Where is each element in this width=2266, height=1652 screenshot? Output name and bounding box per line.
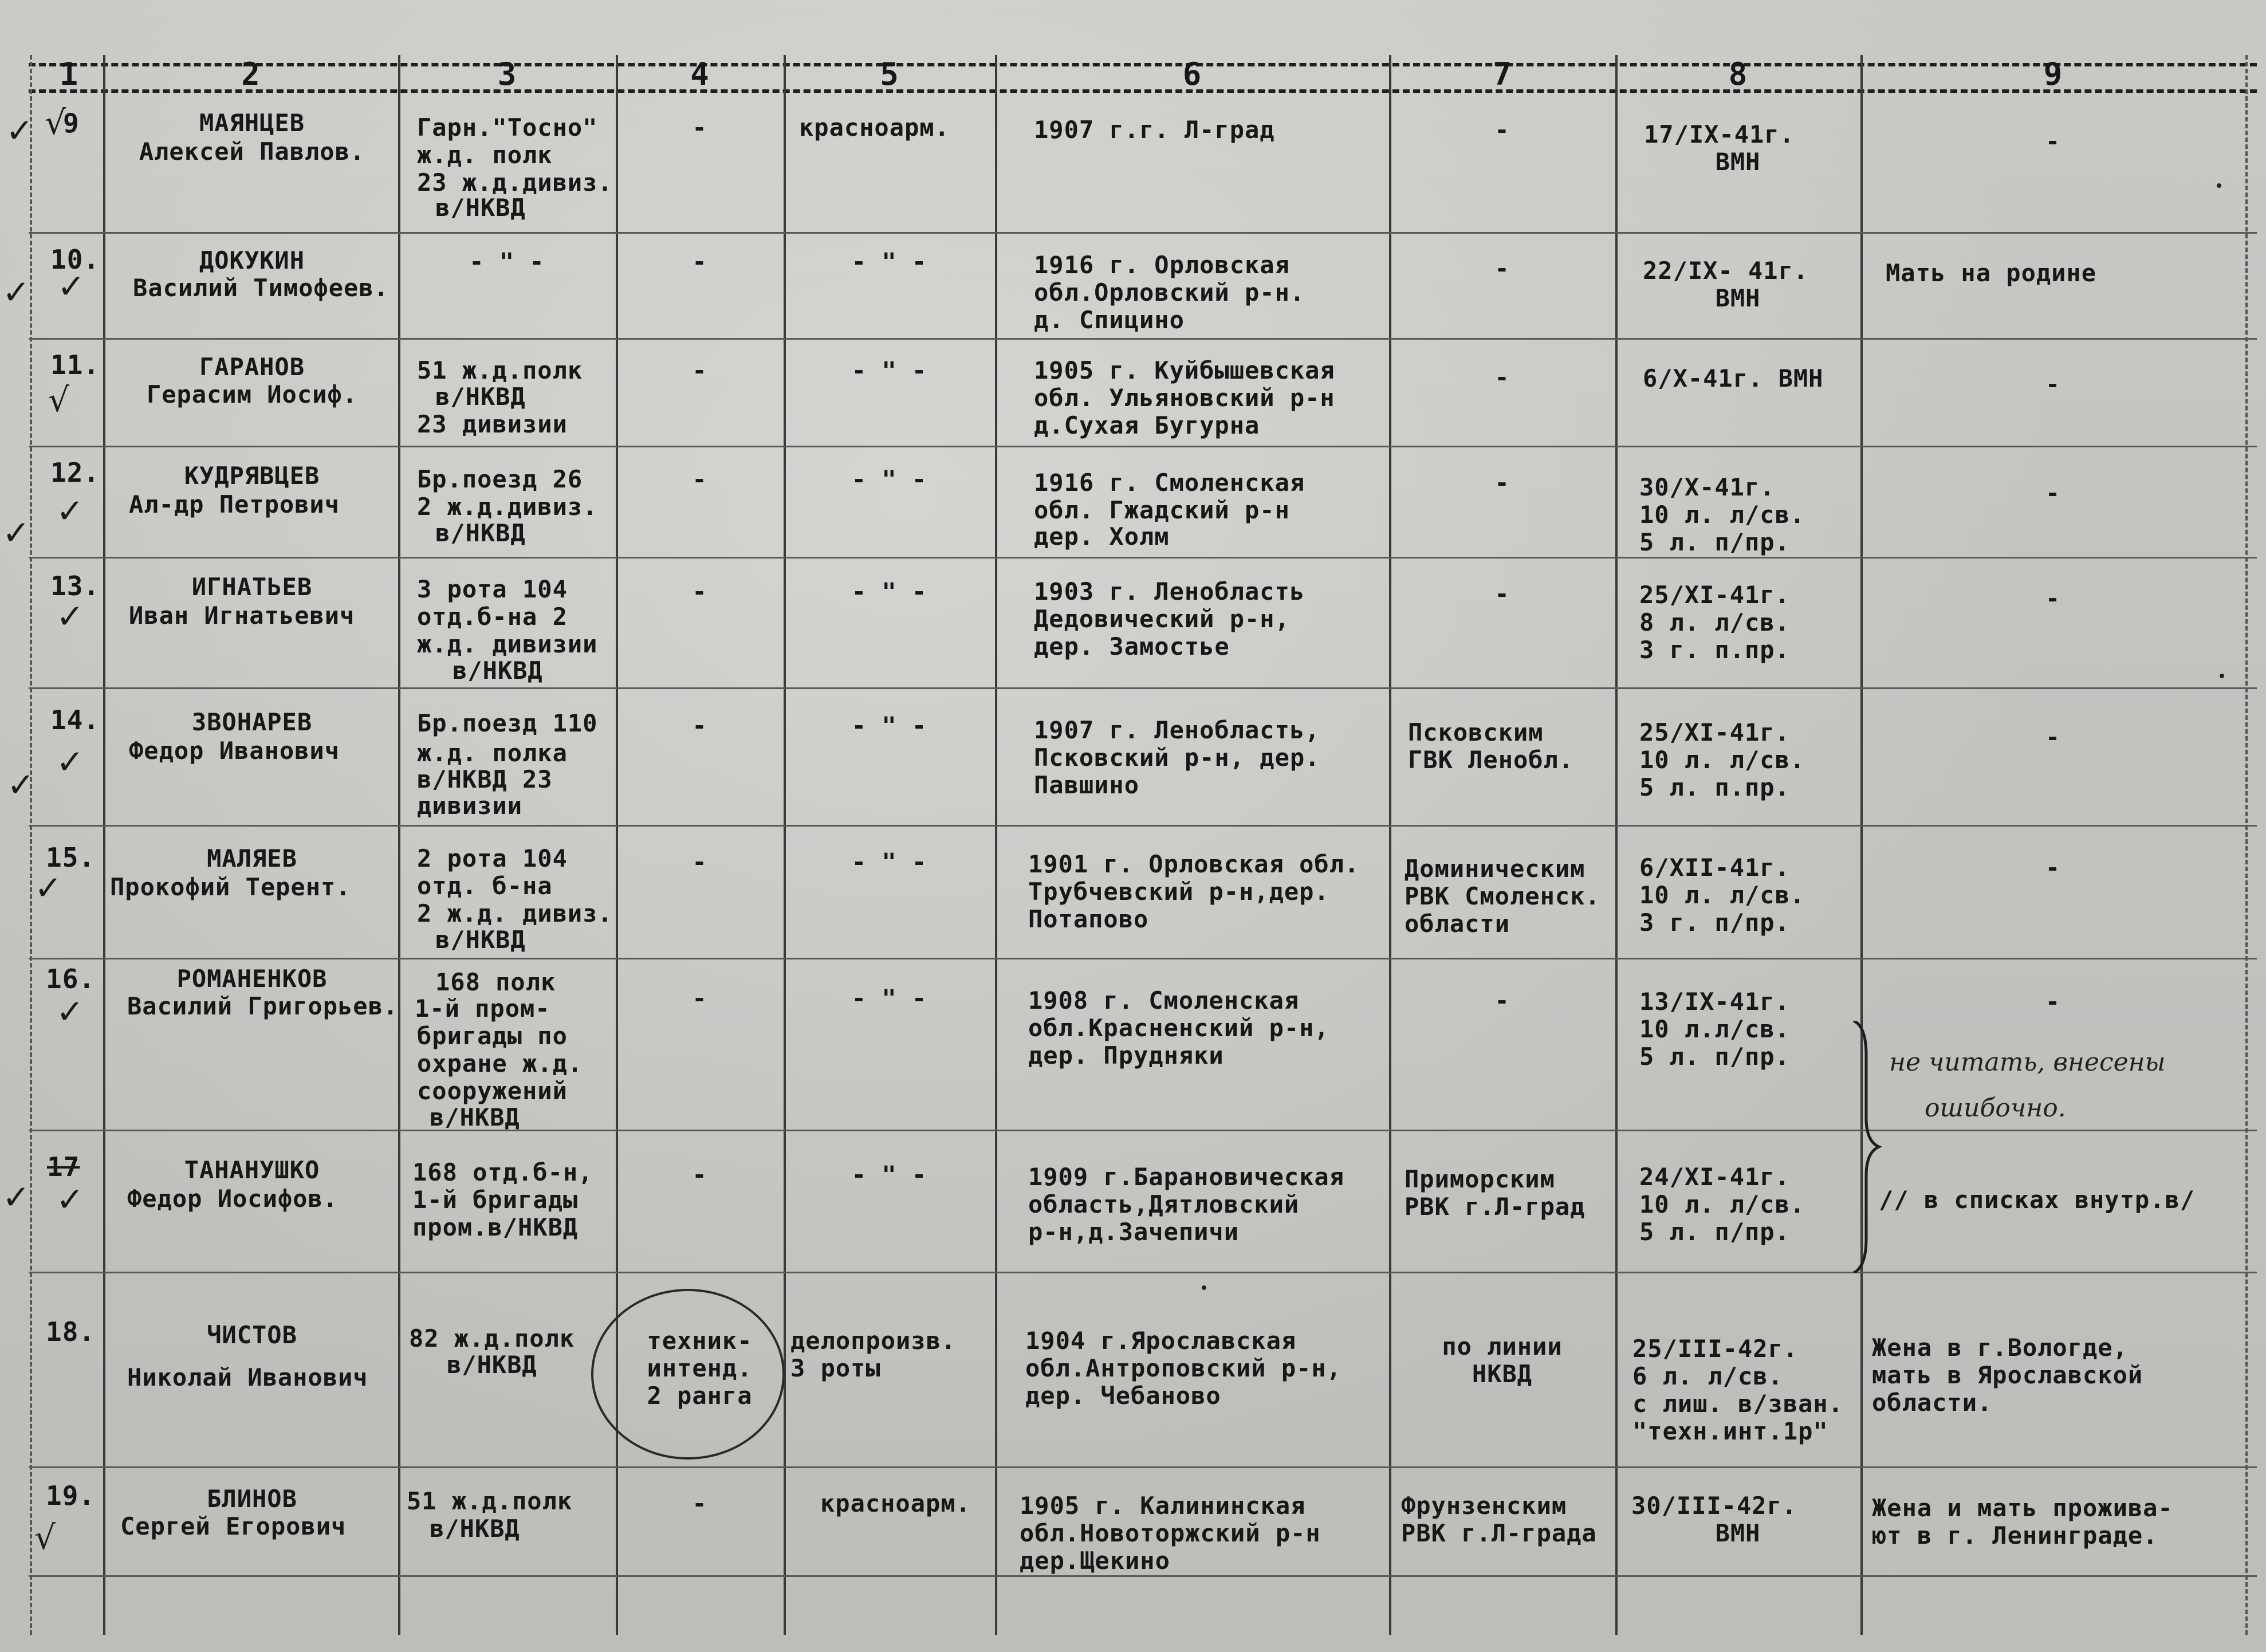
col-header-8: 8 — [1728, 56, 1748, 92]
unit-line: ж.д. дивизии — [417, 630, 598, 658]
col-header-1: 1 — [59, 56, 78, 92]
unit-line: пром.в/НКВД — [412, 1213, 579, 1241]
check-mark-icon: ✓ — [56, 1180, 84, 1219]
unit-line: Бр.поезд 110 — [417, 709, 598, 737]
check-mark-icon: √ — [34, 1518, 56, 1557]
notes: мать в Ярославской — [1872, 1361, 2143, 1389]
row-number: 19. — [46, 1480, 96, 1511]
unit-line: 168 отд.б-н, — [412, 1158, 593, 1186]
row-rule — [29, 825, 2257, 827]
rank-circle-mark — [591, 1289, 785, 1460]
unit-line: 51 ж.д.полк — [417, 356, 583, 384]
person-surname: ЗВОНАРЕВ — [191, 708, 313, 736]
sentence-line: 10 л.л/св. — [1639, 1015, 1790, 1043]
sentence-line: 5 л. п/пр. — [1639, 1043, 1790, 1071]
birth-line: Псковский р-н, дер. — [1034, 744, 1320, 772]
unit-line: - " - — [469, 247, 545, 276]
unit-line: бригады по — [417, 1022, 568, 1050]
unit-line: дивизии — [417, 792, 523, 820]
birth-line: 1916 г. Орловская — [1034, 251, 1290, 279]
row-rule — [29, 687, 2257, 689]
birth-line: Потапово — [1028, 905, 1149, 933]
drafted-by: Фрунзенским — [1401, 1492, 1567, 1520]
person-surname: РОМАНЕНКОВ — [176, 965, 328, 993]
position: - " - — [851, 356, 927, 384]
sentence-line: 3 г. п.пр. — [1639, 636, 1790, 664]
unit-line: 51 ж.д.полк — [407, 1487, 573, 1515]
drafted-by: Приморским — [1405, 1165, 1555, 1193]
birth-line: д. Спицино — [1034, 306, 1185, 334]
col-header-5: 5 — [880, 56, 899, 92]
col-line-9 — [2245, 55, 2248, 1635]
check-mark-icon: ✓ — [6, 111, 34, 150]
drafted-by: Доминическим — [1405, 855, 1586, 883]
notes: - — [2045, 853, 2061, 882]
birth-line: 1907 г.г. Л-град — [1034, 116, 1275, 144]
position: 3 роты — [790, 1354, 881, 1382]
row-number: 11. — [50, 349, 100, 380]
check-mark-icon: ✓ — [2, 513, 30, 552]
birth-line: д.Сухая Бугурна — [1034, 411, 1260, 439]
row-number: 15. — [46, 842, 96, 873]
sentence-line: 6/X-41г. ВМН — [1643, 364, 1824, 392]
person-surname: БЛИНОВ — [207, 1485, 297, 1513]
col-header-6: 6 — [1182, 56, 1202, 92]
sentence-line: 25/XI-41г. — [1639, 581, 1790, 609]
check-mark-icon: ✓ — [2, 1178, 30, 1217]
row-rule — [29, 1272, 2257, 1273]
unit-line: 3 рота 104 — [417, 575, 568, 603]
notes: области. — [1872, 1389, 1993, 1417]
person-surname: МАЛЯЕВ — [207, 844, 297, 872]
rank: - — [692, 465, 707, 493]
ink-speck — [1202, 1285, 1206, 1290]
person-surname: ИГНАТЬЕВ — [191, 573, 313, 601]
handwritten-note: не читать, внесены — [1889, 1048, 2166, 1077]
row-rule — [29, 446, 2257, 447]
sentence-line: 10 л. л/св. — [1639, 501, 1805, 529]
sentence-line: 25/III-42г. — [1632, 1335, 1799, 1363]
handwritten-note: ошибочно. — [1925, 1094, 2066, 1123]
sentence-line: 8 л. л/св. — [1639, 608, 1790, 636]
person-given-name: Василий Тимофеев. — [133, 274, 389, 302]
col-line-1 — [103, 55, 105, 1635]
row-rule — [29, 557, 2257, 558]
unit-line: 82 ж.д.полк — [409, 1324, 575, 1352]
person-given-name: Прокофий Терент. — [110, 873, 351, 901]
unit-line: в/НКВД — [430, 1515, 520, 1543]
rank: - — [692, 711, 707, 740]
rank: - — [692, 1161, 707, 1189]
check-mark-icon: √ — [45, 103, 66, 142]
sentence-line: 30/X-41г. — [1639, 473, 1775, 501]
rank: - — [692, 1489, 707, 1517]
col-header-9: 9 — [2043, 56, 2063, 92]
unit-line: 168 полк — [435, 968, 556, 996]
unit-line: 2 ж.д. дивиз. — [417, 899, 613, 927]
drafted-by: - — [1494, 580, 1510, 608]
check-mark-icon: ✓ — [56, 597, 84, 636]
sentence-line: 6/XII-41г. — [1639, 853, 1790, 882]
row-number: 10. — [50, 244, 100, 275]
drafted-by: по линии — [1442, 1332, 1563, 1360]
sentence-line: 24/XI-41г. — [1639, 1163, 1790, 1191]
position: - " - — [851, 711, 927, 740]
birth-line: обл.Орловский р-н. — [1034, 278, 1305, 306]
person-given-name: Герасим Иосиф. — [146, 380, 357, 408]
birth-line: дер. Чебаново — [1025, 1382, 1221, 1410]
person-surname: ТАНАНУШКО — [184, 1156, 320, 1184]
drafted-by: - — [1494, 116, 1510, 144]
sentence-line: 30/III-42г. — [1631, 1492, 1797, 1520]
drafted-by: НКВД — [1472, 1360, 1533, 1388]
unit-line: в/НКВД — [430, 1103, 520, 1131]
col-header-2: 2 — [241, 56, 260, 92]
col-line-4 — [784, 55, 786, 1635]
position: красноарм. — [799, 113, 950, 141]
unit-line: ж.д. полка — [417, 739, 568, 767]
birth-line: обл.Антроповский р-н, — [1025, 1354, 1342, 1382]
drafted-by: РВК г.Л-града — [1401, 1519, 1597, 1547]
position: - " - — [851, 577, 927, 605]
birth-line: дер. Холм — [1034, 522, 1170, 550]
position: красноарм. — [820, 1489, 971, 1517]
drafted-by: РВК г.Л-град — [1405, 1193, 1586, 1221]
rank: 2 ранга — [647, 1382, 753, 1410]
person-given-name: Николай Иванович — [127, 1363, 368, 1391]
unit-line: в/НКВД 23 — [417, 765, 553, 793]
col-header-3: 3 — [497, 56, 517, 92]
notes: Жена в г.Вологде, — [1872, 1334, 2128, 1362]
sentence-line: 5 л. п/пр. — [1639, 1218, 1790, 1246]
person-given-name: Иван Игнатьевич — [129, 601, 355, 630]
birth-line: обл. Гжадский р-н — [1034, 496, 1290, 524]
unit-line: 2 ж.д.дивиз. — [417, 493, 598, 521]
check-mark-icon: ✓ — [56, 992, 84, 1031]
position: делопроизв. — [790, 1327, 957, 1355]
drafted-by: - — [1494, 986, 1510, 1014]
position: - " - — [851, 848, 927, 876]
sentence-line: ВМН — [1715, 284, 1761, 312]
person-surname: МАЯНЦЕВ — [199, 109, 305, 137]
unit-line: 23 ж.д.дивиз. — [417, 168, 613, 196]
unit-line: в/НКВД — [447, 1351, 537, 1379]
brace-mark — [1849, 1021, 1883, 1273]
check-mark-icon: ✓ — [7, 765, 35, 804]
person-given-name: Федор Иосифов. — [127, 1185, 339, 1213]
sentence-line: 25/XI-41г. — [1639, 718, 1790, 746]
sentence-line: 17/IX-41г. — [1644, 120, 1795, 148]
person-surname: КУДРЯВЦЕВ — [184, 462, 320, 490]
birth-line: 1909 г.Барановическая — [1028, 1163, 1345, 1191]
rank: интенд. — [647, 1354, 753, 1382]
unit-line: охране ж.д. — [417, 1049, 583, 1077]
sentence-line: 10 л. л/св. — [1639, 746, 1805, 774]
notes: ют в г. Ленинграде. — [1872, 1521, 2158, 1549]
birth-line: 1905 г. Куйбышевская — [1034, 356, 1335, 384]
sentence-line: 13/IX-41г. — [1639, 988, 1790, 1016]
row-rule — [29, 1575, 2257, 1577]
birth-line: 1904 г.Ярославская — [1025, 1327, 1297, 1355]
col-line-5 — [995, 55, 997, 1635]
ink-speck — [2220, 674, 2224, 678]
drafted-by: - — [1494, 254, 1510, 282]
unit-line: 2 рота 104 — [417, 844, 568, 872]
check-mark-icon: ✓ — [2, 273, 30, 312]
row-number: 13. — [50, 571, 100, 601]
row-rule — [29, 958, 2257, 959]
birth-line: область,Дятловский — [1028, 1190, 1300, 1218]
sentence-line: 5 л. п.пр. — [1639, 773, 1790, 801]
birth-line: обл.Новоторжский р-н — [1020, 1519, 1321, 1547]
sentence-line: 22/IX- 41г. — [1643, 257, 1809, 285]
sentence-line: 6 л. л/св. — [1632, 1362, 1783, 1390]
ink-speck — [2217, 183, 2221, 188]
birth-line: 1903 г. Ленобласть — [1034, 577, 1305, 605]
row-rule — [29, 1130, 2257, 1131]
person-surname: ГАРАНОВ — [199, 353, 305, 381]
unit-line: 1-й пром- — [415, 994, 550, 1022]
unit-line: в/НКВД — [453, 656, 543, 685]
col-line-6 — [1389, 55, 1391, 1635]
rank: - — [692, 113, 707, 141]
row-number: 18. — [46, 1316, 96, 1347]
check-mark-icon: ✓ — [56, 491, 84, 530]
rank: - — [692, 356, 707, 384]
sentence-line: ВМН — [1715, 1519, 1761, 1547]
person-given-name: Ал-др Петрович — [129, 490, 340, 518]
birth-line: 1905 г. Калининская — [1020, 1492, 1306, 1520]
unit-line: сооружений — [417, 1077, 568, 1105]
row-rule — [29, 338, 2257, 340]
col-header-7: 7 — [1493, 56, 1512, 92]
person-surname: ДОКУКИН — [199, 246, 305, 274]
row-number: 16. — [46, 963, 96, 994]
check-mark-icon: ✓ — [56, 742, 84, 781]
unit-line: в/НКВД — [435, 194, 526, 222]
birth-line: дер. Замостье — [1034, 632, 1230, 660]
person-given-name: Алексей Павлов. — [139, 137, 365, 166]
person-given-name: Василий Григорьев. — [127, 992, 399, 1020]
notes: - — [2045, 370, 2061, 398]
drafted-by: - — [1494, 363, 1510, 391]
birth-line: 1916 г. Смоленская — [1034, 469, 1305, 497]
row-number: 17 — [47, 1151, 80, 1182]
drafted-by: - — [1494, 469, 1510, 497]
birth-line: р-н,д.Зачепичи — [1028, 1218, 1240, 1246]
notes: Мать на родине — [1886, 259, 2097, 287]
row-number: 12. — [50, 457, 100, 488]
drafted-by: Псковским — [1408, 718, 1544, 746]
rank: - — [692, 848, 707, 876]
position: - " - — [851, 247, 927, 276]
sentence-line: "техн.инт.1р" — [1632, 1417, 1828, 1445]
row-rule — [29, 232, 2257, 234]
notes: - — [2045, 723, 2061, 751]
col-line-2 — [398, 55, 400, 1635]
birth-line: обл. Ульяновский р-н — [1034, 384, 1335, 412]
sentence-line: с лиш. в/зван. — [1632, 1390, 1844, 1418]
sentence-line: 3 г. п/пр. — [1639, 908, 1790, 937]
unit-line: в/НКВД — [435, 383, 526, 411]
unit-line: отд. б-на — [417, 872, 553, 900]
col-line-8 — [1860, 55, 1863, 1635]
birth-line: дер.Щекино — [1020, 1547, 1170, 1575]
row-number: 14. — [50, 705, 100, 735]
drafted-by: области — [1405, 910, 1510, 938]
person-surname: ЧИСТОВ — [207, 1321, 297, 1349]
sentence-line: ВМН — [1715, 148, 1761, 176]
person-given-name: Сергей Егорович — [120, 1512, 347, 1540]
unit-line: 1-й бригады — [412, 1186, 579, 1214]
birth-line: 1908 г. Смоленская — [1028, 986, 1300, 1014]
unit-line: Гарн."Тосно" — [417, 113, 598, 141]
birth-line: 1901 г. Орловская обл. — [1028, 850, 1360, 878]
sentence-line: 10 л. л/св. — [1639, 1190, 1805, 1218]
position: - " - — [851, 1161, 927, 1189]
row-rule — [29, 1466, 2257, 1468]
check-mark-icon: ✓ — [57, 267, 85, 306]
unit-line: ж.д. полк — [417, 141, 553, 169]
drafted-by: ГВК Ленобл. — [1408, 746, 1574, 774]
notes: - — [2045, 127, 2061, 155]
sentence-line: 5 л. п/пр. — [1639, 528, 1790, 556]
notes: - — [2045, 988, 2061, 1016]
position: - " - — [851, 984, 927, 1012]
col-header-4: 4 — [690, 56, 709, 92]
unit-line: отд.б-на 2 — [417, 603, 568, 631]
birth-line: 1907 г. Ленобласть, — [1034, 716, 1320, 744]
birth-line: Дедовический р-н, — [1034, 605, 1290, 633]
unit-line: в/НКВД — [435, 519, 526, 547]
position: - " - — [851, 465, 927, 493]
sentence-line: 10 л. л/св. — [1639, 881, 1805, 909]
rank: - — [692, 247, 707, 276]
notes: - — [2045, 584, 2061, 612]
check-mark-icon: ✓ — [34, 868, 62, 907]
unit-line: в/НКВД — [435, 926, 526, 954]
birth-line: обл.Красненский р-н, — [1028, 1014, 1329, 1042]
unit-line: Бр.поезд 26 — [417, 465, 583, 493]
rank: - — [692, 984, 707, 1012]
birth-line: Павшино — [1034, 771, 1140, 799]
birth-line: Трубчевский р-н,дер. — [1028, 878, 1329, 906]
notes: // в списках внутр.в/ — [1879, 1186, 2196, 1214]
drafted-by: РВК Смоленск. — [1405, 882, 1600, 910]
notes: Жена и мать прожива- — [1872, 1494, 2173, 1522]
person-given-name: Федор Иванович — [129, 737, 340, 765]
check-mark-icon: √ — [48, 380, 69, 419]
notes: - — [2045, 479, 2061, 507]
rank: техник- — [647, 1327, 753, 1355]
rank: - — [692, 577, 707, 605]
row-number: 9 — [63, 108, 80, 139]
birth-line: дер. Прудняки — [1028, 1041, 1224, 1069]
unit-line: 23 дивизии — [417, 410, 568, 438]
